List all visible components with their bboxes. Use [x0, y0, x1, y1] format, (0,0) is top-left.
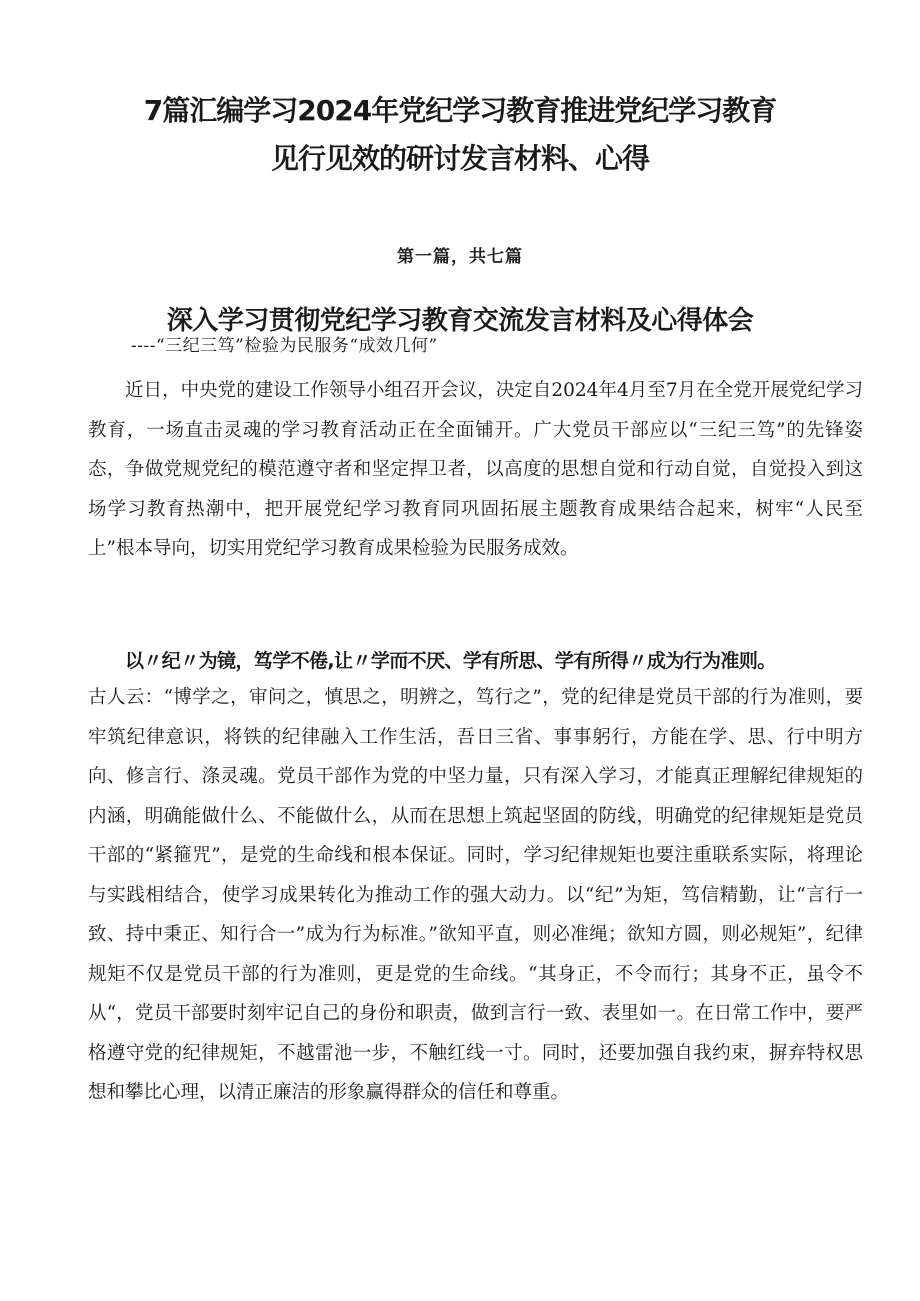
section-subtitle: ----“三纪三笃”检验为民服务“成效几何” [131, 336, 438, 356]
document-title-line2: 见行见效的研讨发言材料、心得 [270, 142, 649, 175]
paragraph-body: 古人云：“博学之，审问之，慎思之，明辨之，笃行之”，党的纪律是党员干部的行为准则，要牢筑纪律意识，将铁的纪律融入工作生活，吾日三省、事事躬行，方能在学、思、行中明方向、修言行、涤灵魂。党员干部作为党的中坚力量，只有深入学习，才能真正理解纪律规矩的内涵，明确能做什么、不能做什么，从而在思想上筑起坚固的防线，明确党的纪律规矩是党员干部的“紧箍咒”，是党的生命线和根本保证。同时，学习纪律规矩也要注重联系实际，将理论与实践相结合，使学习成果转化为推动工作的强大动力。以“纪”为矩，笃信精勤，让“言行一致、持中秉正、知行合一”成为行为标准。”欲知平直，则必准绳；欲知方圆，则必规矩”，纪律规矩不仅是党员干部的行为准则，更是党的生命线。“其身正，不令而行；其身不正，虽令不从“，党员干部要时刻牢记自己的身份和职责，做到言行一致、表里如一。在日常工作中，要严格遵守党的纪律规矩，不越雷池一步，不触红线一寸。同时，还要加强自我约束，摒弃特权思想和攀比心理，以清正廉洁的形象赢得群众的信任和尊重。 [88, 687, 863, 1103]
paragraph-heading: 以〃纪〃为镜，笃学不倦,让〃学而不厌、学有所思、学有所得〃成为行为准则。 [125, 650, 776, 672]
section-number: 第一篇，共七篇 [397, 247, 523, 267]
section-title: 深入学习贯彻党纪学习教育交流发言材料及心得体会 [166, 305, 754, 336]
document-title-line1: 7篇汇编学习2024年党纪学习教育推进党纪学习教育 [143, 94, 777, 127]
paragraph-intro: 近日，中央党的建设工作领导小组召开会议，决定自2024年4月至7月在全党开展党纪学习教育，一场直击灵魂的学习教育活动正在全面铺开。广大党员干部应以“三纪三笃”的先锋姿态，争做党规党纪的模范遵守者和坚定捍卫者，以高度的思想自觉和行动自觉，自觉投入到这场学习教育热潮中，把开展党纪学习教育同巩固拓展主题教育成果结合起来，树牢“人民至上”根本导向，切实用党纪学习教育成果检验为民服务成效。 [88, 380, 863, 559]
